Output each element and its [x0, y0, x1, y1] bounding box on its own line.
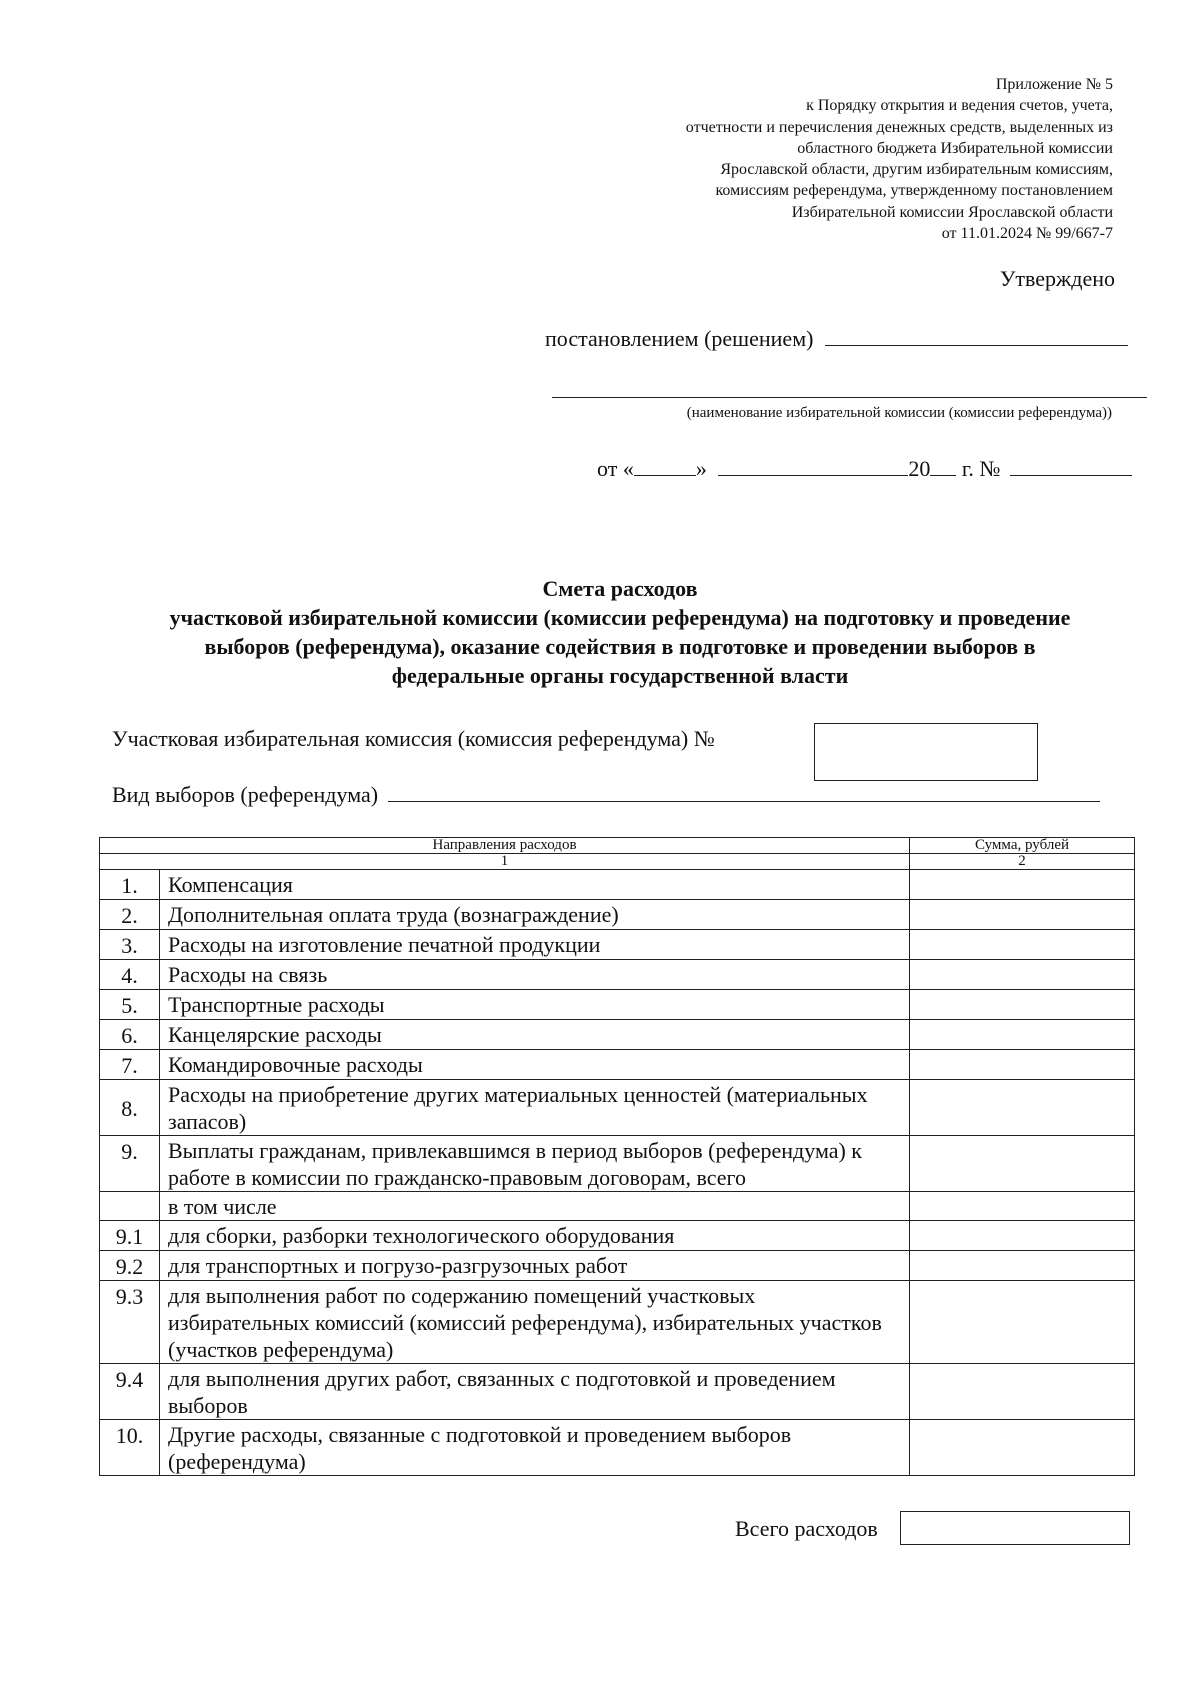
row-number: 3. — [100, 930, 160, 960]
table-row — [100, 1221, 1135, 1251]
table-row — [100, 1020, 1135, 1050]
election-kind-row — [112, 782, 1100, 808]
table-row — [100, 1080, 1135, 1136]
row-label: Транспортные расходы — [160, 990, 910, 1020]
row-number — [100, 1192, 160, 1221]
total-expenses-field[interactable] — [900, 1511, 1130, 1545]
row-label: Другие расходы, связанные с подготовкой и проведением выборов (референдума) — [160, 1420, 910, 1476]
row-number: 1. — [100, 870, 160, 900]
commission-number-field[interactable] — [814, 723, 1038, 781]
row-sum-cell[interactable] — [910, 1281, 1135, 1364]
table-row — [100, 990, 1135, 1020]
appendix-line: Избирательной комиссии Ярославской области — [791, 203, 1113, 221]
table-row — [100, 1136, 1135, 1192]
year-prefix: 20 — [908, 456, 931, 481]
row-label: для транспортных и погрузо-разгрузочных работ — [160, 1251, 910, 1281]
resolution-blank[interactable] — [825, 327, 1128, 346]
row-label: Компенсация — [160, 870, 910, 900]
title-line: участковой избирательной комиссии (комиссии референдума) на подготовку и проведение — [169, 605, 1071, 630]
row-sum-cell[interactable] — [910, 960, 1135, 990]
row-sum-cell[interactable] — [910, 1251, 1135, 1281]
row-sum-cell[interactable] — [910, 870, 1135, 900]
election-kind-field[interactable] — [388, 783, 1100, 802]
row-label: для выполнения работ по содержанию помещений участковых избирательных комиссий (комиссий референдума), избирательных участков (участков референдума) — [160, 1281, 910, 1364]
row-number: 10. — [100, 1420, 160, 1476]
row-sum-cell[interactable] — [910, 1050, 1135, 1080]
commission-name-blank[interactable] — [552, 379, 1147, 398]
number-blank[interactable] — [1010, 457, 1132, 476]
table-row — [100, 1420, 1135, 1476]
column-header-directions: Направления расходов — [100, 838, 910, 854]
row-label: Командировочные расходы — [160, 1050, 910, 1080]
row-label: для выполнения других работ, связанных с подготовкой и проведением выборов — [160, 1364, 910, 1420]
appendix-reference — [553, 74, 1113, 244]
row-number: 9.1 — [100, 1221, 160, 1251]
row-number: 5. — [100, 990, 160, 1020]
appendix-line: отчетности и перечисления денежных средств, выделенных из — [685, 118, 1113, 136]
table-row — [100, 960, 1135, 990]
title-line: Смета расходов — [542, 576, 698, 601]
row-sum-cell[interactable] — [910, 1364, 1135, 1420]
row-sum-cell[interactable] — [910, 1136, 1135, 1192]
table-row — [100, 1281, 1135, 1364]
row-sum-cell[interactable] — [910, 1221, 1135, 1251]
table-row — [100, 930, 1135, 960]
row-sum-cell[interactable] — [910, 930, 1135, 960]
title-line: выборов (референдума), оказание содействия в подготовке и проведении выборов в — [204, 634, 1036, 659]
row-sum-cell[interactable] — [910, 1192, 1135, 1221]
table-row — [100, 1251, 1135, 1281]
row-label: Расходы на связь — [160, 960, 910, 990]
table-row — [100, 1364, 1135, 1420]
title-line: федеральные органы государственной власти — [391, 663, 849, 688]
total-expenses-label: Всего расходов — [735, 1516, 878, 1541]
date-row — [597, 456, 1132, 482]
commission-name-row — [552, 378, 1147, 404]
appendix-line: областного бюджета Избирательной комиссии — [797, 139, 1113, 157]
row-sum-cell[interactable] — [910, 1020, 1135, 1050]
appendix-line: Приложение № 5 — [995, 76, 1113, 93]
row-number: 8. — [100, 1080, 160, 1136]
table-row — [100, 1050, 1135, 1080]
row-number: 9.4 — [100, 1364, 160, 1420]
document-title — [100, 574, 1140, 690]
appendix-line: комиссиям референдума, утвержденному постановлением — [715, 182, 1113, 200]
expense-table — [99, 837, 1135, 1476]
commission-number-label: Участковая избирательная комиссия (комиссия референдума) № — [112, 726, 715, 751]
approved-heading: Утверждено — [999, 266, 1115, 291]
row-label: Расходы на приобретение других материальных ценностей (материальных запасов) — [160, 1080, 910, 1136]
date-from-label: от « — [597, 456, 634, 481]
month-blank[interactable] — [718, 457, 908, 476]
resolution-label: постановлением (решением) — [545, 326, 814, 351]
day-blank[interactable] — [634, 457, 696, 476]
year-blank[interactable] — [930, 457, 956, 476]
row-label: Выплаты гражданам, привлекавшимся в период выборов (референдума) к работе в комиссии по гражданско-правовым договорам, всего — [160, 1136, 910, 1192]
row-sum-cell[interactable] — [910, 1080, 1135, 1136]
row-number: 9.2 — [100, 1251, 160, 1281]
row-label: Дополнительная оплата труда (вознаграждение) — [160, 900, 910, 930]
number-label: г. № — [961, 456, 1001, 481]
appendix-line: от 11.01.2024 № 99/667-7 — [941, 225, 1113, 243]
row-number: 6. — [100, 1020, 160, 1050]
commission-name-caption: (наименование избирательной комиссии (комиссии референдума)) — [686, 405, 1112, 421]
appendix-line: к Порядку открытия и ведения счетов, учета, — [806, 97, 1113, 115]
table-row — [100, 900, 1135, 930]
row-sum-cell[interactable] — [910, 900, 1135, 930]
row-sum-cell[interactable] — [910, 1420, 1135, 1476]
row-label: для сборки, разборки технологического оборудования — [160, 1221, 910, 1251]
row-label: в том числе — [160, 1192, 910, 1221]
row-number: 4. — [100, 960, 160, 990]
column-header-sum: Сумма, рублей — [910, 838, 1135, 854]
table-row — [100, 870, 1135, 900]
row-sum-cell[interactable] — [910, 990, 1135, 1020]
row-number: 9. — [100, 1136, 160, 1192]
row-number: 7. — [100, 1050, 160, 1080]
row-number: 2. — [100, 900, 160, 930]
row-number: 9.3 — [100, 1281, 160, 1364]
election-kind-label: Вид выборов (референдума) — [112, 782, 379, 807]
column-index-2: 2 — [910, 854, 1135, 870]
row-label: Канцелярские расходы — [160, 1020, 910, 1050]
resolution-row — [545, 326, 1128, 352]
appendix-line: Ярославской области, другим избирательным комиссиям, — [720, 161, 1113, 179]
column-index-1: 1 — [100, 854, 910, 870]
date-quote-close: » — [695, 456, 707, 481]
table-row — [100, 1192, 1135, 1221]
row-label: Расходы на изготовление печатной продукции — [160, 930, 910, 960]
